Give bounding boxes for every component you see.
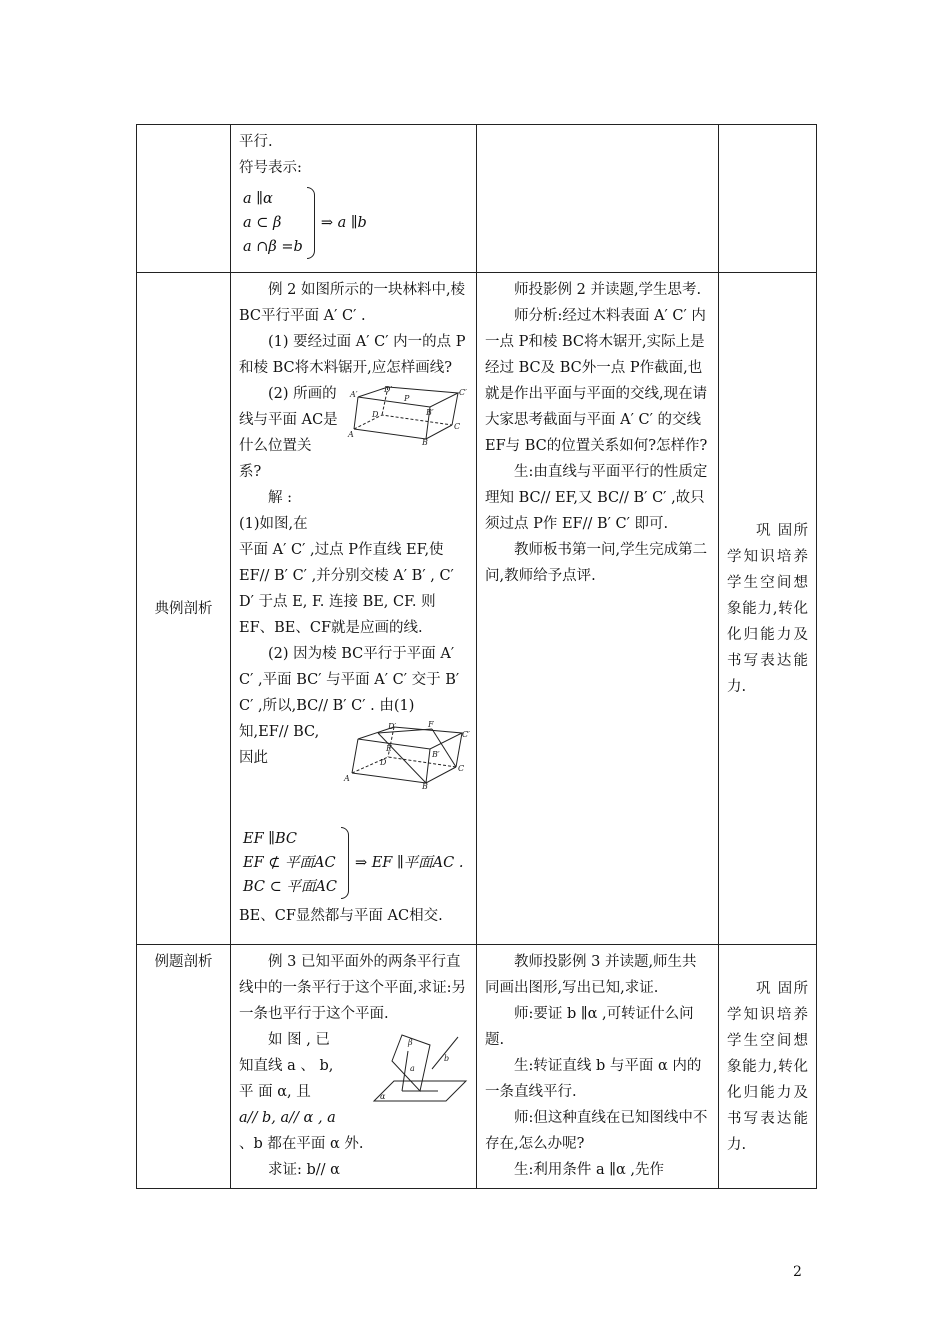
given-text: 、b 都在平面 α 外.	[239, 1136, 364, 1152]
vertex-label: D′	[388, 722, 397, 731]
answer-2: (2) 因为棱 BC平行于平面 A′ C′ ,平面 BC′ 与平面 A′ C′ 交于 B′ C′ ,所以,BC// B′ C′ . 由(1)	[239, 646, 460, 714]
answer-1-start: (1)如图,在	[239, 516, 308, 532]
given-text: 知直线 a 、 b,	[239, 1058, 334, 1074]
given-text: 如 图 , 已	[268, 1032, 330, 1048]
vertex-label: E	[386, 744, 392, 753]
activity-cell	[477, 125, 719, 273]
vertex-label: A	[348, 430, 354, 439]
proof-formula	[243, 827, 468, 899]
page-number: 2	[793, 1264, 802, 1280]
goal-cell	[719, 945, 817, 1189]
line-label: a	[410, 1064, 415, 1073]
answer-2-cont: 知,EF// BC,	[239, 724, 320, 740]
vertex-label: D	[372, 410, 379, 419]
goal-cell	[719, 273, 817, 945]
premise: a ∩β =b	[243, 239, 303, 255]
activity-text: 教师板书第一问,学生完成第二问,教师给予点评.	[485, 542, 708, 584]
solution-label: 解 :	[268, 490, 292, 506]
wood-block-figure-2	[344, 720, 470, 791]
content-cell	[231, 273, 477, 945]
goal-cell	[719, 125, 817, 273]
planes-figure	[372, 1031, 468, 1107]
conclusion: ⇒ EF ∥平面AC .	[354, 855, 464, 871]
symbol-label: 符号表示:	[239, 160, 302, 176]
given-text: 平 面 α, 且	[239, 1084, 311, 1100]
vertex-label: D′	[384, 385, 393, 394]
content-cell	[231, 945, 477, 1189]
activity-text: 师分析:经过木料表面 A′ C′ 内一点 P和棱 BC将木锯开,实际上是经过 BC及 BC外一点 P作截面,也就是作出平面与平面的交线,现在请大家思考截面与平面 A′ C′ 的交线 EF与 BC的位置关系如何?怎样作?	[485, 308, 708, 454]
activity-text: 师:要证 b ∥α ,可转证什么问题.	[485, 1006, 694, 1048]
lesson-plan-table	[136, 124, 817, 1189]
plane-label: α	[380, 1092, 386, 1101]
question-2: (2) 所画的线与平面 AC是什么位置关	[239, 386, 338, 454]
text-line: 平行.	[239, 134, 273, 150]
table-row	[137, 945, 817, 1189]
goal-text: 巩 固所学知识培养学生空间想象能力,转化化归能力及书写表达能力.	[727, 522, 808, 695]
stage-cell	[137, 125, 231, 273]
stage-cell: 例题剖析	[137, 945, 231, 1189]
prove-text: 求证: b// α	[268, 1162, 340, 1178]
premise: BC ⊂ 平面AC	[243, 879, 337, 895]
right-brace	[341, 827, 349, 899]
closing-text: BE、CF显然都与平面 AC相交.	[239, 908, 443, 924]
vertex-label: C′	[459, 388, 467, 397]
vertex-label: D	[380, 758, 387, 767]
vertex-label: B′	[426, 408, 434, 417]
premise: a ⊂ β	[243, 215, 282, 231]
right-brace	[307, 187, 315, 259]
vertex-label: F	[428, 720, 434, 729]
activity-text: 生:由直线与平面平行的性质定理知 BC// EF,又 BC// B′ C′ ,故只须过点 P作 EF// B′ C′ 即可.	[485, 464, 708, 532]
vertex-label: C′	[462, 730, 470, 739]
premise: EF ∥BC	[243, 831, 297, 847]
premise: EF ⊄ 平面AC	[243, 855, 336, 871]
table-row	[137, 273, 817, 945]
premise: a ∥α	[243, 191, 273, 207]
vertex-label: B	[422, 782, 428, 791]
wood-block-figure-1	[348, 385, 468, 445]
given-text: a// b, a// α , a	[239, 1110, 336, 1126]
vertex-label: B	[422, 438, 428, 447]
content-cell	[231, 125, 477, 273]
table-row	[137, 125, 817, 273]
stage-cell: 典例剖析	[137, 273, 231, 945]
activity-text: 师投影例 2 并读题,学生思考.	[514, 282, 702, 298]
vertex-label: A′	[350, 390, 358, 399]
activity-text: 生:利用条件 a ∥α ,先作	[514, 1162, 664, 1178]
vertex-label: C	[458, 764, 465, 773]
activity-text: 生:转证直线 b 与平面 α 内的一条直线平行.	[485, 1058, 702, 1100]
plane-label: β	[408, 1038, 413, 1047]
vertex-label: A	[344, 774, 350, 783]
activity-cell	[477, 273, 719, 945]
goal-text: 巩 固所学知识培养学生空间想象能力,转化化归能力及书写表达能力.	[727, 980, 808, 1153]
activity-text: 师:但这种直线在已知图线中不存在,怎么办呢?	[485, 1110, 708, 1152]
question-2-end: 系?	[239, 464, 262, 480]
activity-cell	[477, 945, 719, 1189]
vertex-label: P	[404, 394, 410, 403]
example-text: 例 2 如图所示的一块林料中,棱 BC平行平面 A′ C′ .	[239, 282, 466, 324]
question-1: (1) 要经过面 A′ C′ 内一的点 P和棱 BC将木料锯开,应怎样画线?	[239, 334, 466, 376]
theorem-formula	[243, 187, 468, 259]
vertex-label: C	[454, 422, 461, 431]
example-text: 例 3 已知平面外的两条平行直线中的一条平行于这个平面,求证:另一条也平行于这个平面.	[239, 954, 466, 1022]
answer-1: 平面 A′ C′ ,过点 P作直线 EF,使 EF// B′ C′ ,并分别交棱 A′ B′ , C′ D′ 于点 E, F. 连接 BE, CF. 则 EF、BE、CF就是应画的线.	[239, 542, 454, 636]
answer-2-therefore: 因此	[239, 750, 268, 766]
line-label: b	[444, 1054, 450, 1063]
vertex-label: B′	[432, 750, 440, 759]
conclusion: ⇒ a ∥b	[320, 215, 367, 231]
activity-text: 教师投影例 3 并读题,师生共同画出图形,写出已知,求证.	[485, 954, 697, 996]
